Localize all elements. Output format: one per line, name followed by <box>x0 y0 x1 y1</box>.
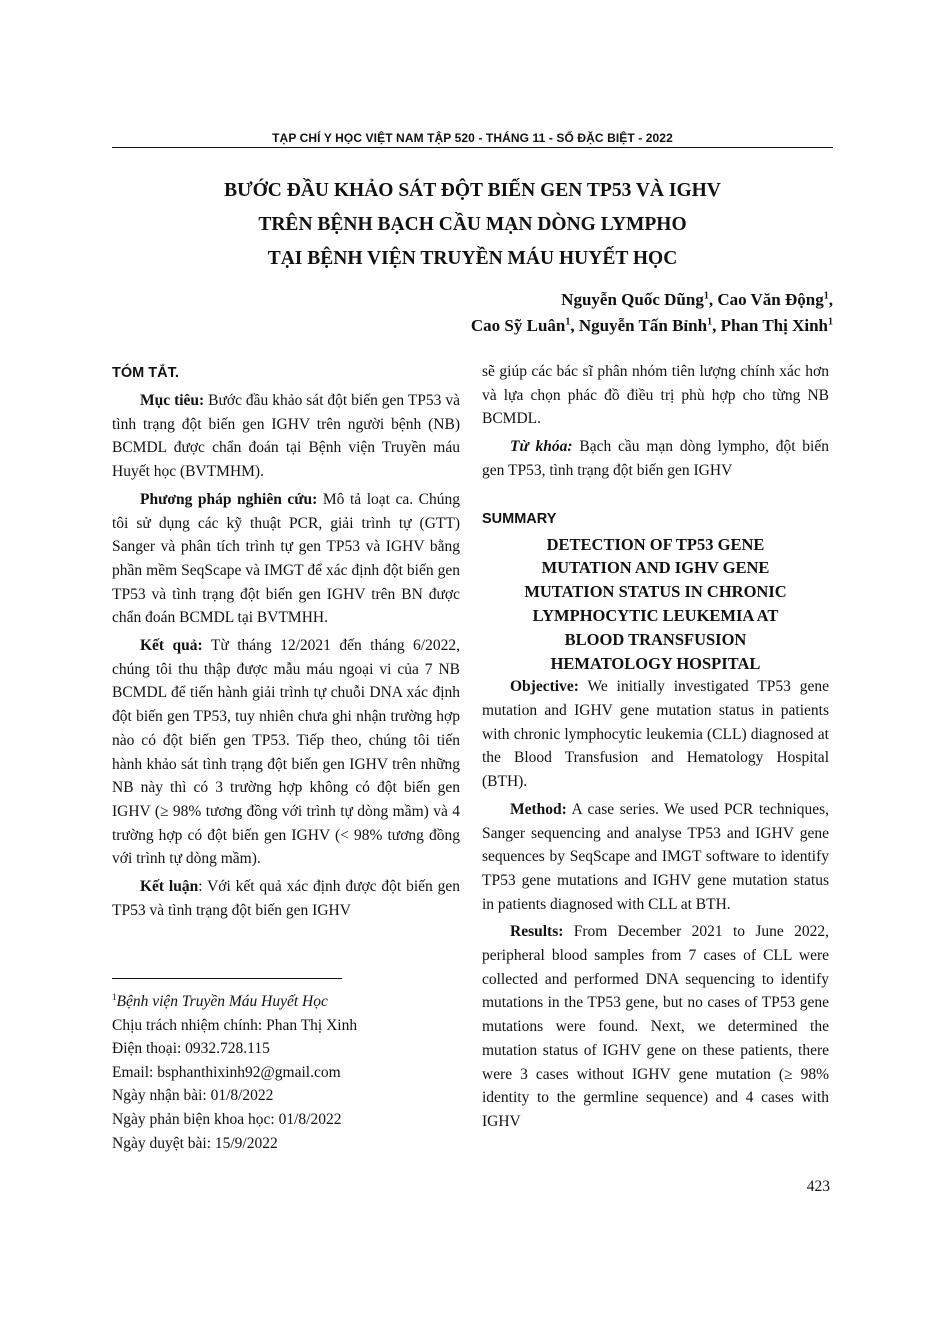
results-label-en: Results: <box>510 923 564 941</box>
summary-results <box>482 920 829 1133</box>
email: Email: bsphanthixinh92@gmail.com <box>112 1063 341 1081</box>
review-date: Ngày phản biện khoa học: 01/8/2022 <box>112 1110 342 1128</box>
objective-label-en: Objective: <box>510 678 579 696</box>
phone: Điện thoại: 0932.728.115 <box>112 1040 270 1058</box>
footnote-divider <box>112 978 342 979</box>
summary-method <box>482 798 829 917</box>
affiliation-mark: 1 <box>823 290 829 302</box>
abstract-conclusion-start <box>112 875 460 922</box>
objective-text: Bước đầu khảo sát đột biến gen TP53 và tình trạng đột biến gen IGHV trên người bệnh (NB) BCMDL được chẩn đoán tại Bệnh viện Truyền máu Huyết học (BVTMHM). <box>112 392 460 481</box>
summary-title-line: DETECTION OF TP53 GENE <box>546 534 765 554</box>
affiliation-mark: 1 <box>703 290 709 302</box>
summary-heading: SUMMARY <box>482 510 557 527</box>
affiliation-name: Bệnh viện Truyền Máu Huyết Học <box>116 993 328 1010</box>
method-label: Phương pháp nghiên cứu: <box>140 490 318 508</box>
keywords-label: Từ khóa: <box>510 438 573 456</box>
author-name: Nguyễn Quốc Dũng <box>561 290 704 309</box>
accepted-date: Ngày duyệt bài: 15/9/2022 <box>112 1134 278 1152</box>
author-name: Cao Văn Động <box>717 290 824 309</box>
author-name: Cao Sỹ Luân <box>470 316 566 335</box>
results-text-en: From December 2021 to June 2022, peripheral blood samples from 7 cases of CLL were collected and performed DNA sequencing to identify mutations in the TP53 gene, but no cases of TP53 gene mutations were found. Next, we determined the mutation status of IGHV gene on these patients, there were 3 cases without IGHV gene mutation (≥ 98% identity to the germline sequence) and 4 cases with IGHV <box>482 923 829 1130</box>
affiliation-mark: 1 <box>565 316 571 328</box>
summary-title-line: MUTATION AND IGHV GENE <box>541 558 770 578</box>
summary-objective <box>482 675 829 794</box>
abstract-conclusion-end <box>482 360 829 431</box>
method-text: Mô tả loạt ca. Chúng tôi sử dụng các kỹ thuật PCR, giải trình tự (GTT) Sanger và phân tích trình tự gen TP53 và IGHV bằng phần mềm SeqScape và IMGT để xác định đột biến gen TP53 và tình trạng đột biến gen IGHV trên BN được chẩn đoán BCMDL tại BVTMHH. <box>112 490 460 627</box>
author-list <box>471 287 833 339</box>
conclusion-text-continued: sẽ giúp các bác sĩ phân nhóm tiên lượng chính xác hơn và lựa chọn phác đồ điều trị phù hợp cho từng NB BCMDL. <box>482 363 829 428</box>
running-header: TẠP CHÍ Y HỌC VIỆT NAM TẬP 520 - THÁNG 11 - SỐ ĐẶC BIỆT - 2022 <box>272 131 673 145</box>
affiliation-mark: 1 <box>828 316 833 328</box>
received-date: Ngày nhận bài: 01/8/2022 <box>112 1087 274 1105</box>
author-name: Phan Thị Xinh <box>720 316 828 335</box>
title-line: BƯỚC ĐẦU KHẢO SÁT ĐỘT BIẾN GEN TP53 VÀ IGHV <box>224 180 721 201</box>
header-divider <box>112 147 833 148</box>
summary-title-line: LYMPHOCYTIC LEUKEMIA AT <box>532 605 779 625</box>
summary-title <box>482 533 829 676</box>
results-label: Kết quả: <box>140 637 203 655</box>
title-line: TẠI BỆNH VIỆN TRUYỀN MÁU HUYẾT HỌC <box>267 248 678 269</box>
affiliation-mark: 1 <box>707 316 713 328</box>
author-line-2: Cao Sỹ Luân$^1$, Nguyễn Tấn Bỉnh$^1$, Phan Thị Xinh$^1$ <box>470 316 833 335</box>
affiliation-footnote-mark: 1 <box>112 991 117 1002</box>
abstract-method <box>112 488 460 630</box>
article-title <box>112 174 833 276</box>
keywords-text: Bạch cầu mạn dòng lympho, đột biến gen TP53, tình trạng đột biến gen IGHV <box>482 438 829 479</box>
results-text: Từ tháng 12/2021 đến tháng 6/2022, chúng tôi thu thập được mẫu máu ngoại vi của 7 NB BCMDL để tiến hành giải trình tự chuỗi DNA xác định đột biến gen TP53, tuy nhiên chưa ghi nhận trường hợp nào có đột biến gen TP53. Tiếp theo, chúng tôi tiến hành khảo sát tình trạng đột biến gen IGHV trên những NB này thì có 3 trường hợp không có đột biến gen IGHV (≥ 98% tương đồng với trình tự dòng mầm) và 4 trường hợp có đột biến gen IGHV (< 98% tương đồng với trình tự dòng mầm). <box>112 637 460 868</box>
conclusion-text-part: : Với kết quả xác định được đột biến gen TP53 và tình trạng đột biến gen IGHV <box>112 878 460 919</box>
summary-title-line: BLOOD TRANSFUSION <box>564 629 747 649</box>
method-label-en: Method: <box>510 800 567 818</box>
keywords <box>482 435 829 482</box>
method-text-en: A case series. We used PCR techniques, Sanger sequencing and analyse TP53 and IGHV gene sequences by SeqScape and IMGT software to identify TP53 gene mutations and IGHV gene mutation status in patients diagnosed with CLL at BTH. <box>482 800 829 913</box>
summary-title-line: MUTATION STATUS IN CHRONIC <box>524 582 787 602</box>
conclusion-label: Kết luận <box>140 878 199 896</box>
objective-label: Mục tiêu: <box>140 392 205 409</box>
footnotes <box>112 990 460 1155</box>
author-line-1: Nguyễn Quốc Dũng$^1$, Cao Văn Động$^1$, <box>561 290 833 309</box>
author-name: Nguyễn Tấn Bỉnh <box>578 316 708 335</box>
right-column <box>482 360 829 1134</box>
left-column <box>112 363 460 922</box>
page-number: 423 <box>806 1178 830 1195</box>
abstract-results <box>112 634 460 871</box>
title-line: TRÊN BỆNH BẠCH CẦU MẠN DÒNG LYMPHO <box>258 214 687 235</box>
abstract-heading: TÓM TẮT. <box>112 365 179 381</box>
summary-title-line: HEMATOLOGY HOSPITAL <box>550 653 761 673</box>
responsible-author: Chịu trách nhiệm chính: Phan Thị Xinh <box>112 1016 358 1034</box>
affiliation-footnote <box>112 990 460 1014</box>
objective-text-en: We initially investigated TP53 gene mutation and IGHV gene mutation status in patients with chronic lymphocytic leukemia (CLL) diagnosed at the Blood Transfusion and Hematology Hospital (BTH). <box>482 678 829 791</box>
abstract-objective <box>112 389 460 484</box>
